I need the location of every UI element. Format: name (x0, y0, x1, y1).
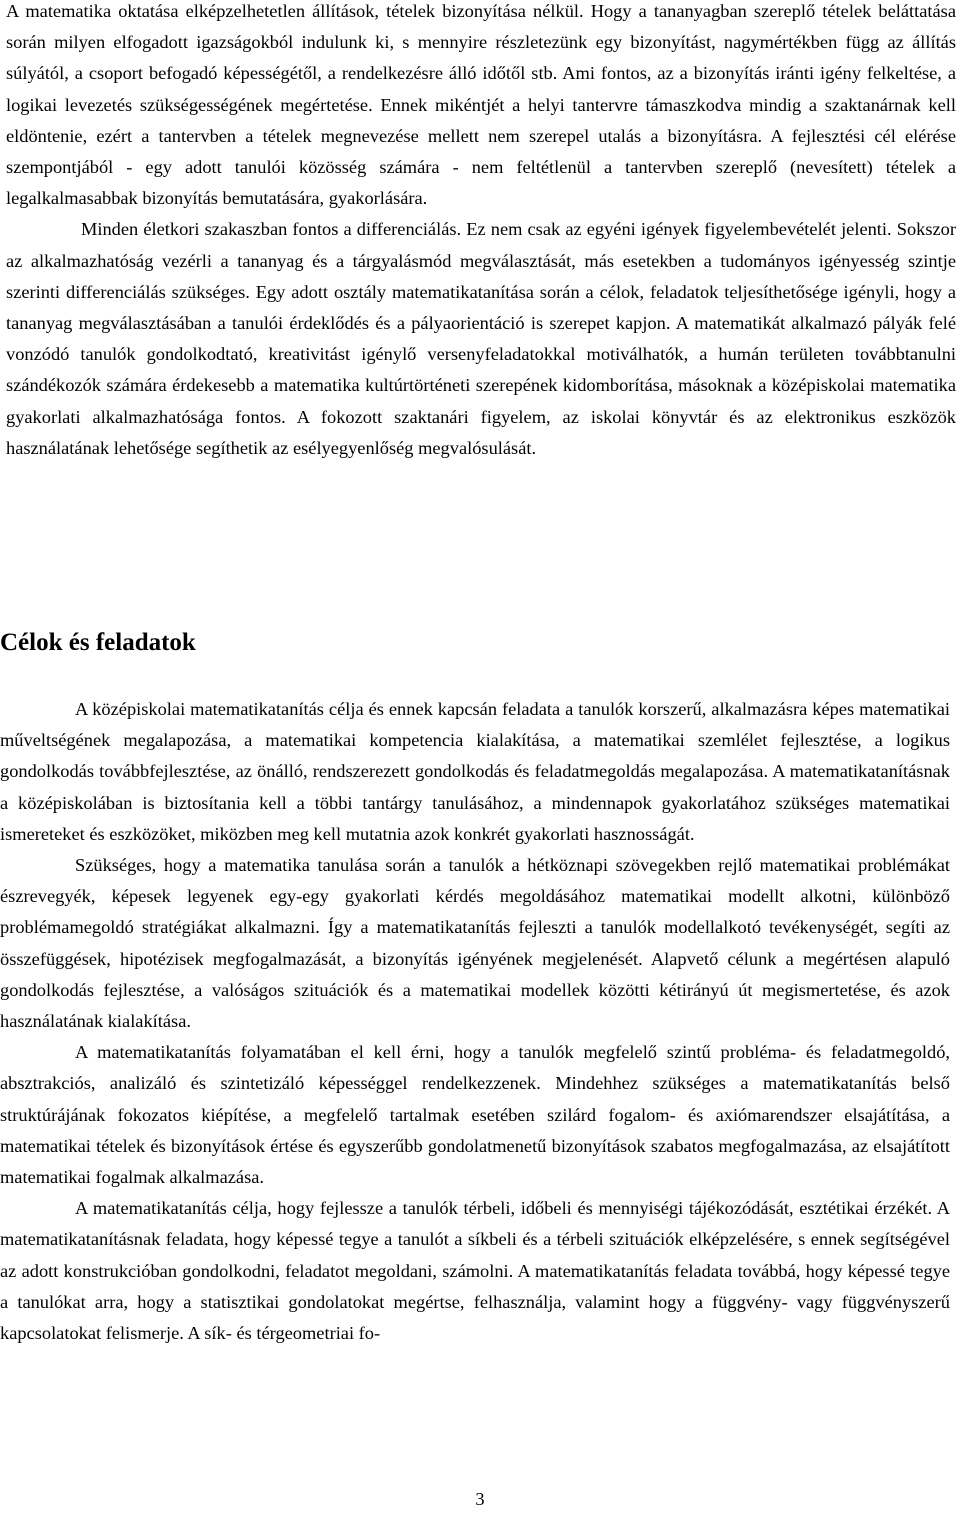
section-heading: Célok és feladatok (0, 629, 196, 656)
page-number: 3 (475, 1489, 485, 1509)
intro-paragraph: A matematika oktatása elképzelhetetlen állítások, tételek bizonyítása nélkül. Hogy a tananyagban szereplő tételek beláttatása során milyen elfogadott igazságokból indulunk ki, s mennyire részletezünk egy bizonyítást, nagymértékben függ az állítás súlyától, a csoport befogadó képességétől, a rendelkezésre álló időtől stb. Ami fontos, az a bizonyítás iránti igény felkeltése, a logikai levezetés szükségességének megértetése. Ennek mikéntjét a helyi tantervre támaszkodva mindig a szaktanárnak kell eldöntenie, ezért a tantervben a tételek megnevezése mellett nem szerepel utalás a bizonyításra. A fejlesztési cél elérése szempontjából - egy adott tanulói közösség számára - nem feltétlenül a tantervben szereplő (nevesített) tételek a legalkalmasabbak bizonyítás bemutatására, gyakorlására. (6, 1, 956, 209)
document-page (6, 0, 956, 464)
section-paragraph: A matematikatanítás célja, hogy fejlessze a tanulók térbeli, időbeli és mennyiségi tájékozódását, esztétikai érzékét. A matematikatanításnak feladata, hogy képessé tegye a tanulót a síkbeli és a térbeli szituációk elképzelésére, s ennek segítségével az adott konstrukcióban gondolkodni, feladatot megoldani, számolni. A matematikatanítás feladata továbbá, hogy képessé tegye a tanulókat arra, hogy a statisztikai gondolatokat megértse, felhasználja, valamint hogy a függvény- vagy függvényszerű kapcsolatokat felismerje. A sík- és térgeometriai fo- (0, 1198, 950, 1344)
section-paragraph: A matematikatanítás folyamatában el kell érni, hogy a tanulók megfelelő szintű probléma- és feladatmegoldó, absztrakciós, analizáló és szintetizáló képességgel rendelkezzenek. Mindehhez szükséges a matematikatanítás belső struktúrájának fokozatos kiépítése, a megfelelő tartalmak esetében szilárd fogalom- és axiómarendszer elsajátítása, a matematikai tételek és bizonyítások értése és egyszerűbb gondolatmenetű bizonyítások szabatos megfogalmazása, az elsajátított matematikai fogalmak alkalmazása. (0, 1042, 950, 1188)
section-paragraph: A középiskolai matematikatanítás célja és ennek kapcsán feladata a tanulók korszerű, alkalmazásra képes matematikai műveltségének megalapozása, a matematikai kompetencia kialakítása, a matematikai szemlélet fejlesztése, a logikus gondolkodás továbbfejlesztése, az önálló, rendszerezett gondolkodás és feladatmegoldás megalapozása. A matematikatanításnak a középiskolában is biztosítania kell a többi tantárgy tanulásához, a mindennapok gyakorlatához szükséges matematikai ismereteket és eszközöket, miközben meg kell mutatnia azok konkrét gyakorlati hasznosságát. (0, 699, 950, 844)
intro-paragraph: Minden életkori szakaszban fontos a differenciálás. Ez nem csak az egyéni igények figyelembevételét jelenti. Sokszor az alkalmazhatóság vezérli a tananyag és a tárgyalásmód megválasztását, más esetekben a tudományos igényesség szintje szerinti differenciálás szükséges. Egy adott osztály matematikatanítása során a célok, feladatok teljesíthetősége igényli, hogy a tananyag megválasztásában a tanulói érdeklődés és a pályaorientáció is szerepet kapjon. A matematikát alkalmazó pályák felé vonzódó tanulók gondolkodtató, kreativitást igénylő versenyfeladatokkal motiválhatók, a humán területen továbbtanulni szándékozók számára érdekesebb a matematika kultúrtörténeti szerepének kidomborítása, másoknak a középiskolai matematika gyakorlati alkalmazhatósága fontos. A fokozott szaktanári figyelem, az iskolai könyvtár és az elektronikus eszközök használatának lehetősége segíthetik az esélyegyenlőség megvalósulását. (6, 219, 956, 458)
section-paragraph: Szükséges, hogy a matematika tanulása során a tanulók a hétköznapi szövegekben rejlő matematikai problémákat észrevegyék, képesek legyenek egy-egy gyakorlati kérdés megoldásához matematikai modellt alkotni, különböző problémamegoldó stratégiákat alkalmazni. Így a matematikatanítás fejleszti a tanulók modellalkotó tevékenységét, segíti az összefüggések, hipotézisek megfogalmazását, a bizonyítás igényének megjelenését. Alapvető célunk a megértésen alapuló gondolkodás fejlesztése, a valóságos szituációk és a matematikai modellek közötti kétirányú út megismertetése, és azok használatának kialakítása. (0, 855, 950, 1032)
section-body (0, 694, 950, 1349)
